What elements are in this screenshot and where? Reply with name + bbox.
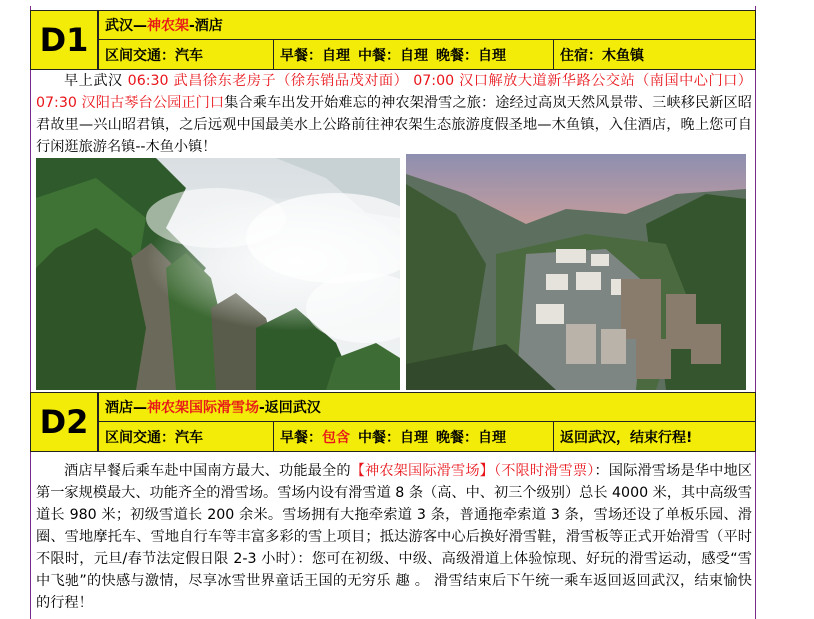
day2-route-row xyxy=(98,392,756,422)
day1-pickup-points: 06:30 武昌徐东老房子（徐东销品茂对面） 07:00 汉口解放大道新华路公交站（南国中心门口） 07:30 汉阳古琴台公园正门口 xyxy=(36,73,752,111)
day2-dinner: 晚餐：自理 xyxy=(436,429,506,446)
day2-desc-intro: 酒店早餐后乘车赴中国南方最大、功能最全的 xyxy=(64,463,351,479)
day1-transport: 区间交通：汽车 xyxy=(99,40,274,69)
day1-header xyxy=(30,10,756,70)
mountain-town-photo xyxy=(406,154,746,390)
day1-route xyxy=(99,11,755,39)
day1-route-end: -酒店 xyxy=(189,18,223,34)
day2-transport: 区间交通：汽车 xyxy=(99,422,274,451)
misty-mountain-photo xyxy=(36,158,400,390)
day2-route-destination: 神农架国际滑雪场 xyxy=(147,400,259,416)
day1-label: D1 xyxy=(30,10,98,70)
day1-route-row xyxy=(98,10,756,40)
day2-route-start: 酒店— xyxy=(105,400,147,416)
day1-stay: 住宿：木鱼镇 xyxy=(560,47,644,64)
day1-desc-intro: 早上武汉 xyxy=(64,73,128,89)
day2-ski-resort: 【神农架国际滑雪场】 xyxy=(350,463,494,479)
day2-breakfast-label: 早餐： xyxy=(280,429,322,446)
day1-desc-body: 集合乘车出发开始难忘的神农架滑雪之旅：途经过高岚天然风景带、三峡移民新区昭君故里—兴山昭君镇，之后远观中国最美水上公路前往神农架生态旅游度假圣地—木鱼镇，入住酒店，晚上您可自行闲逛旅游名镇--木鱼小镇！ xyxy=(36,95,752,155)
day1-meals xyxy=(274,40,554,69)
day2-breakfast-value: 包含 xyxy=(322,429,350,446)
day1-breakfast: 早餐：自理 xyxy=(280,47,350,64)
day2-route-end: -返回武汉 xyxy=(259,400,321,416)
day1-route-start: 武汉— xyxy=(105,18,147,34)
day1-description xyxy=(36,70,752,158)
day2-meals xyxy=(274,422,554,451)
day2-lunch: 中餐：自理 xyxy=(358,429,428,446)
day1-route-destination: 神农架 xyxy=(147,18,189,34)
day2-description xyxy=(36,460,752,614)
day2-ticket-note: （不限时滑雪票） xyxy=(493,463,595,479)
day2-info-row xyxy=(98,421,756,452)
day2-return: 返回武汉，结束行程! xyxy=(560,429,693,446)
day1-info-row xyxy=(98,39,756,70)
day1-dinner: 晚餐：自理 xyxy=(436,47,506,64)
day2-route xyxy=(99,393,755,421)
day2-label: D2 xyxy=(30,392,98,452)
day2-desc-body: ：国际滑雪场是华中地区第一家规模最大、功能齐全的滑雪场。雪场内设有滑雪道 8 条（高、中、初三个级别）总长 4000 米，其中高级雪道长 980 米；初级雪道长 200 余米。雪场拥有大拖牵索道 3 条，普通拖牵索道 3 条，雪场还设了单板乐园、滑圈、雪地摩托车、雪地自行车等丰富多彩的雪上项目；抵达游客中心后换好滑雪鞋，滑雪板等正式开始滑雪（平时不限时，元旦/春节法定假日限 2-3 小时）：您可在初级、中级、高级滑道上体验惊现、好玩的滑雪运动，感受“雪中飞驰”的快感与激情，尽享冰雪世界童话王国的无穷乐 趣 。 滑雪结束后下午统一乘车返回返回武汉，结束愉快的行程！ xyxy=(36,463,752,611)
day2-breakfast xyxy=(280,427,350,447)
day2-header xyxy=(30,392,756,452)
day1-lunch: 中餐：自理 xyxy=(358,47,428,64)
